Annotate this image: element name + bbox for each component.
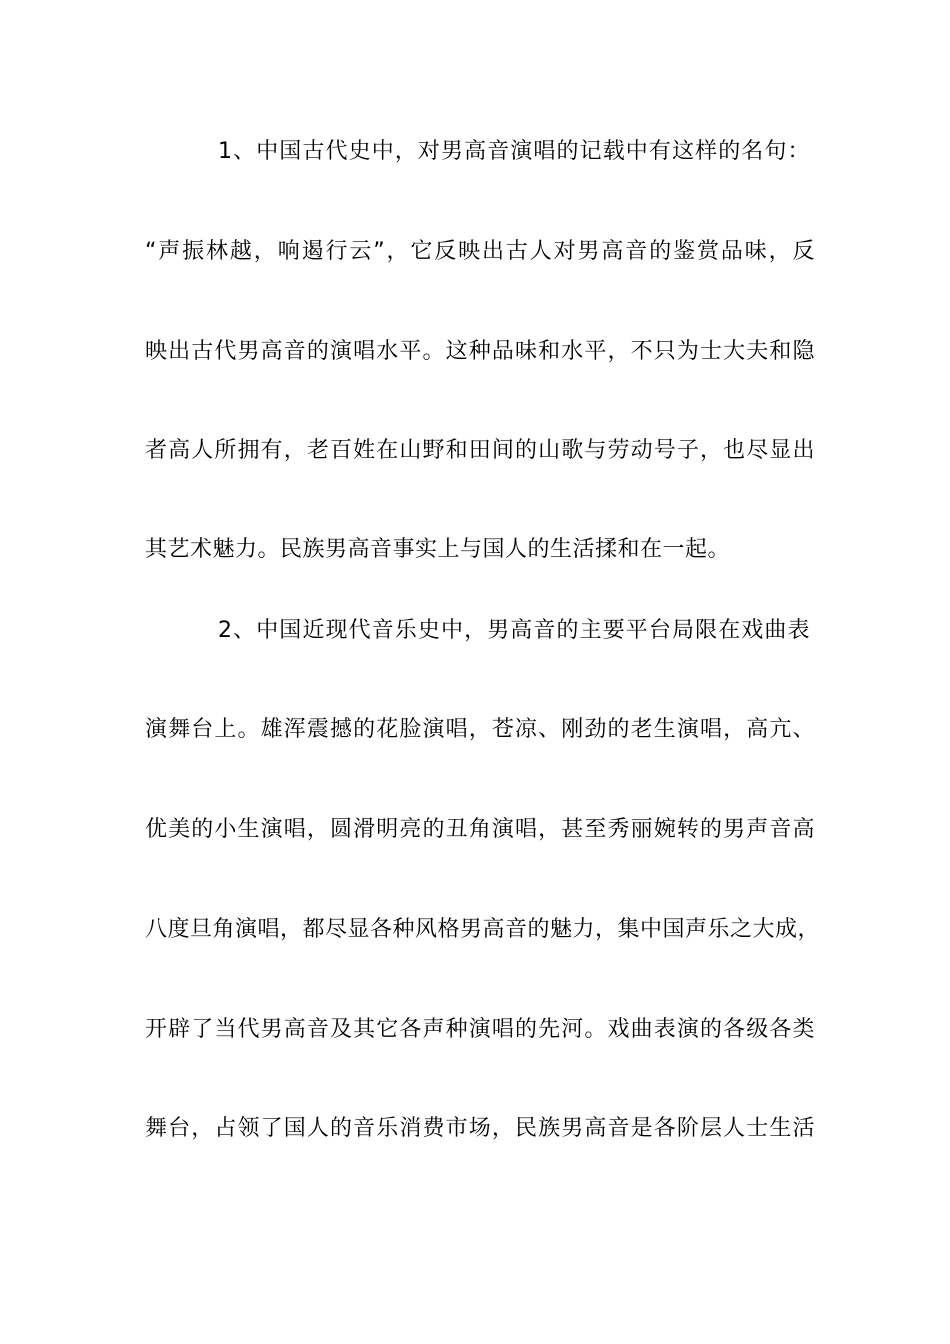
text-line: 其艺术魅力。民族男高音事实上与国人的生活揉和在一起。 (145, 537, 731, 562)
text-line: 者高人所拥有，老百姓在山野和田间的山歌与劳动号子，也尽显出 (145, 438, 815, 463)
text-line: 开辟了当代男高音及其它各声种演唱的先河。戏曲表演的各级各类 (145, 1017, 815, 1042)
text-line: 1、中国古代史中，对男高音演唱的记载中有这样的名句： (218, 139, 810, 164)
text-line: 映出古代男高音的演唱水平。这种品味和水平，不只为士大夫和隐 (145, 339, 815, 364)
text-line: 2、中国近现代音乐史中，男高音的主要平台局限在戏曲表 (218, 618, 810, 643)
text-line: 演舞台上。雄浑震撼的花脸演唱，苍凉、刚劲的老生演唱，高亢、 (145, 717, 815, 742)
text-line: 舞台，占领了国人的音乐消费市场，民族男高音是各阶层人士生活 (145, 1116, 815, 1141)
text-line: 八度旦角演唱，都尽显各种风格男高音的魅力，集中国声乐之大成， (145, 917, 821, 942)
text-line: 优美的小生演唱，圆滑明亮的丑角演唱，甚至秀丽婉转的男声音高 (145, 817, 815, 842)
text-line: “声振林越，响遏行云”，它反映出古人对男高音的鉴赏品味，反 (145, 239, 815, 264)
